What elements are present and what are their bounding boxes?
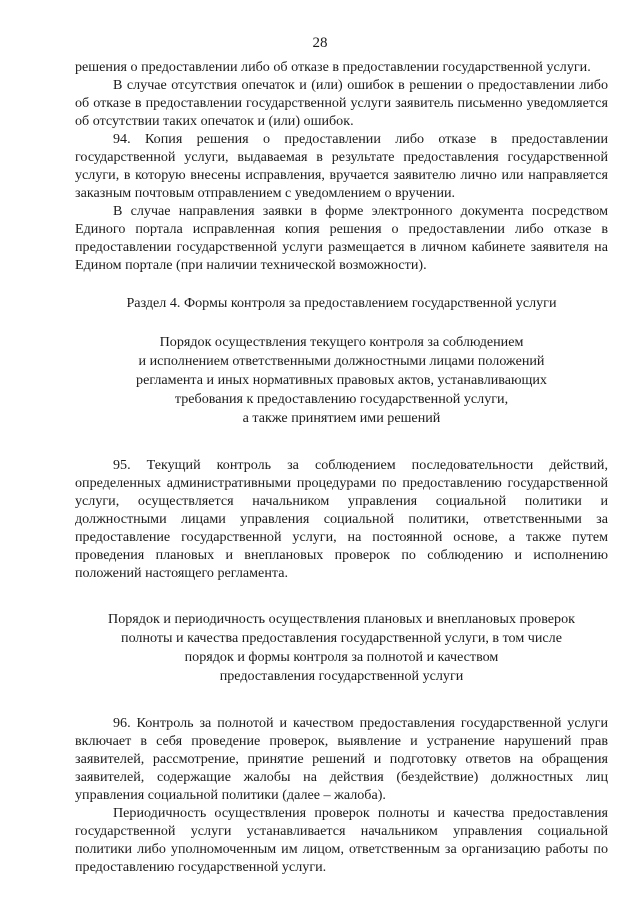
- current-control-heading: [75, 333, 608, 428]
- heading-line: порядок и формы контроля за полнотой и качеством: [184, 649, 499, 665]
- section-4-heading: Раздел 4. Формы контроля за предоставлением государственной услуги: [126, 295, 557, 311]
- heading-line: а также принятием ими решений: [242, 410, 441, 426]
- paragraph-continuation: решения о предоставлении либо об отказе в предоставлении государственной услуги.: [75, 59, 591, 75]
- paragraph-94: 94. Копия решения о предоставлении либо отказе в предоставлении государственной услуги, выдаваемая в результате предоставления государственной услуги, в которую внесены исправления, вручается заявителю лично или направляется заказным почтовым отправлением с уведомлением о вручении.: [75, 131, 608, 201]
- paragraph-96-periodicity: Периодичность осуществления проверок полноты и качества предоставления государственной услуги устанавливается начальником управления социальной политики либо уполномоченным им лицом, ответственным за организацию работы по предоставлению государственной услуги.: [75, 805, 608, 875]
- heading-line: полноты и качества предоставления государственной услуги, в том числе: [121, 630, 562, 646]
- paragraph-94-epgu: В случае направления заявки в форме электронного документа посредством Единого портала исправленная копия решения о предоставлении либо отказе в предоставлении государственной услуги размещается в личном кабинете заявителя на Едином портале (при наличии технической возможности).: [75, 203, 608, 273]
- periodicity-heading: [75, 610, 608, 686]
- document-body: [75, 58, 608, 876]
- paragraph-96: 96. Контроль за полнотой и качеством предоставления государственной услуги включает в себя проведение проверок, выявление и устранение нарушений прав заявителей, рассмотрение, принятие решений и подготовку ответов на обращения заявителей, содержащие жалобы на действия (бездействие) должностных лиц управления социальной политики (далее – жалоба).: [75, 715, 608, 803]
- paragraph-no-errors: В случае отсутствия опечаток и (или) ошибок в решении о предоставлении либо об отказе в предоставлении государственной услуги заявитель письменно уведомляется об отсутствии таких опечаток и (или) ошибок.: [75, 77, 608, 129]
- heading-line: Порядок осуществления текущего контроля за соблюдением: [159, 334, 524, 350]
- heading-line: Порядок и периодичность осуществления плановых и внеплановых проверок: [108, 611, 575, 627]
- heading-line: предоставления государственной услуги: [219, 668, 464, 684]
- heading-line: и исполнением ответственными должностными лицами положений: [138, 353, 545, 369]
- page-number: 28: [312, 35, 328, 51]
- heading-line: регламента и иных нормативных правовых актов, устанавливающих: [136, 372, 547, 388]
- paragraph-95: 95. Текущий контроль за соблюдением последовательности действий, определенных административными процедурами по предоставлению государственной услуги, осуществляется начальником управления социальной политики и должностными лицами управления социальной политики, ответственными за предоставление государственной услуги, на постоянной основе, а также путем проведения плановых и внеплановых проверок по соблюдению и исполнению положений настоящего регламента.: [75, 457, 608, 581]
- heading-line: требования к предоставлению государственной услуги,: [174, 391, 509, 407]
